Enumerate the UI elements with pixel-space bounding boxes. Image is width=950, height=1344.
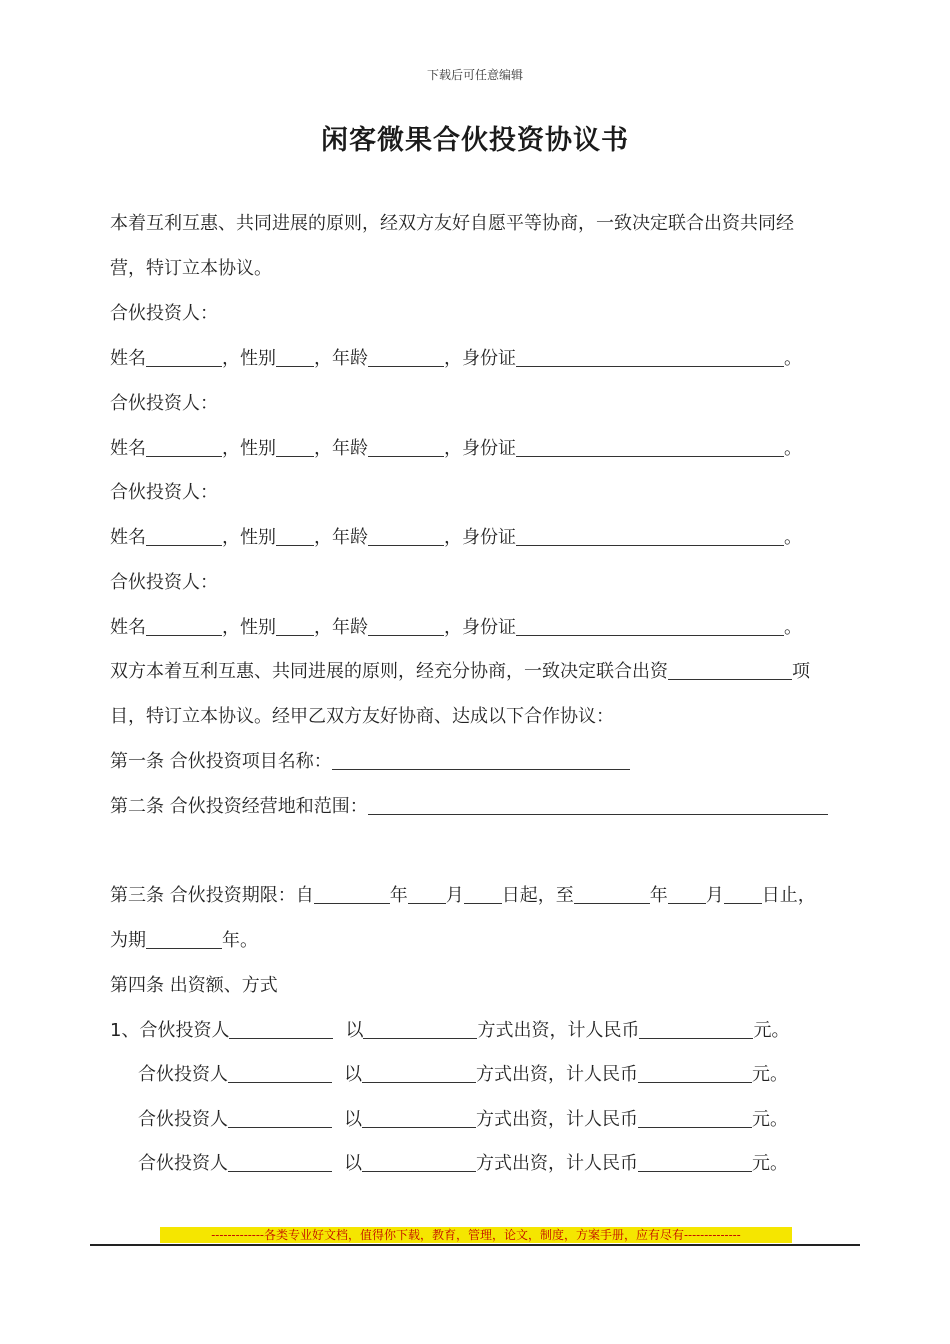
term-years-blank[interactable] (146, 930, 222, 949)
investor-name-blank[interactable] (228, 1153, 332, 1172)
investor-label: 合伙投资人： (110, 482, 218, 503)
method-blank[interactable] (363, 1020, 477, 1039)
method-blank[interactable] (362, 1153, 476, 1172)
gender-label: 性别 (240, 617, 276, 638)
age-blank[interactable] (368, 617, 444, 636)
id-blank[interactable] (516, 527, 784, 546)
contribution-row: 合伙投资人 以 方式出资，计人民币 元。 (138, 1064, 788, 1085)
name-label: 姓名 (110, 348, 146, 369)
investor-name-blank[interactable] (228, 1109, 332, 1128)
amount-blank[interactable] (638, 1064, 752, 1083)
gender-label: 性别 (240, 438, 276, 459)
business-scope-blank[interactable] (368, 796, 828, 815)
age-blank[interactable] (368, 348, 444, 367)
intro-line-1: 本着互利互惠、共同进展的原则，经双方友好自愿平等协商，一致决定联合出资共同经 (110, 213, 794, 234)
start-year-blank[interactable] (314, 885, 390, 904)
end-year-blank[interactable] (574, 885, 650, 904)
id-blank[interactable] (516, 617, 784, 636)
name-blank[interactable] (146, 348, 222, 367)
article-4: 第四条 出资额、方式 (110, 975, 278, 996)
start-month-blank[interactable] (408, 885, 446, 904)
id-blank[interactable] (516, 348, 784, 367)
amount-blank[interactable] (638, 1109, 752, 1128)
article-3-line-2: 为期 年。 (110, 930, 258, 951)
contribution-row: 合伙投资人 以 方式出资，计人民币 元。 (138, 1153, 788, 1174)
gender-blank[interactable] (276, 527, 314, 546)
age-label: 年龄 (332, 438, 368, 459)
contribution-row: 1、合伙投资人 以 方式出资，计人民币 元。 (110, 1020, 790, 1041)
name-label: 姓名 (110, 617, 146, 638)
age-blank[interactable] (368, 438, 444, 457)
investor-info-row: 姓名 ，性别 ，年龄 ，身份证 。 (110, 617, 802, 638)
gender-blank[interactable] (276, 438, 314, 457)
name-label: 姓名 (110, 438, 146, 459)
investor-name-blank[interactable] (229, 1020, 333, 1039)
name-blank[interactable] (146, 527, 222, 546)
contribution-row: 合伙投资人 以 方式出资，计人民币 元。 (138, 1109, 788, 1130)
age-label: 年龄 (332, 527, 368, 548)
project-blank[interactable] (668, 661, 792, 680)
amount-blank[interactable] (639, 1020, 753, 1039)
name-label: 姓名 (110, 527, 146, 548)
document-title: 闲客微果合伙投资协议书 (321, 125, 629, 156)
id-blank[interactable] (516, 438, 784, 457)
amount-blank[interactable] (638, 1153, 752, 1172)
age-label: 年龄 (332, 617, 368, 638)
project-name-blank[interactable] (332, 751, 630, 770)
gender-blank[interactable] (276, 617, 314, 636)
header-note: 下载后可任意编辑 (426, 68, 523, 82)
article-1: 第一条 合伙投资项目名称： (110, 750, 855, 774)
age-blank[interactable] (368, 527, 444, 546)
article-2: 第二条 合伙投资经营地和范围： (110, 795, 855, 819)
article-3-line-1: 第三条 合伙投资期限：自 年 月 日起，至 年 月 日止， (110, 885, 816, 906)
id-label: 身份证 (462, 438, 516, 459)
footer-divider (90, 1244, 860, 1246)
method-blank[interactable] (362, 1064, 476, 1083)
investor-info-row: 姓名 ，性别 ，年龄 ，身份证 。 (110, 527, 802, 548)
id-label: 身份证 (462, 617, 516, 638)
end-day-blank[interactable] (724, 885, 762, 904)
id-label: 身份证 (462, 348, 516, 369)
para2-line-1: 双方本着互利互惠、共同进展的原则，经充分协商，一致决定联合出资 项 (110, 661, 810, 682)
footer-banner: -------------各类专业好文档，值得你下载，教育，管理，论文，制度，方案手册，应有尽有-------------- (160, 1227, 792, 1243)
gender-label: 性别 (240, 527, 276, 548)
gender-label: 性别 (240, 348, 276, 369)
start-day-blank[interactable] (464, 885, 502, 904)
intro-line-2: 营，特订立本协议。 (110, 258, 272, 279)
id-label: 身份证 (462, 527, 516, 548)
name-blank[interactable] (146, 617, 222, 636)
method-blank[interactable] (362, 1109, 476, 1128)
investor-label: 合伙投资人： (110, 393, 218, 414)
investor-info-row: 姓名 ，性别 ，年龄 ，身份证 。 (110, 348, 802, 369)
age-label: 年龄 (332, 348, 368, 369)
investor-name-blank[interactable] (228, 1064, 332, 1083)
end-month-blank[interactable] (668, 885, 706, 904)
para2-line-2: 目，特订立本协议。经甲乙双方友好协商、达成以下合作协议： (110, 706, 614, 727)
investor-label: 合伙投资人： (110, 303, 218, 324)
gender-blank[interactable] (276, 348, 314, 367)
name-blank[interactable] (146, 438, 222, 457)
investor-info-row: 姓名 ，性别 ，年龄 ，身份证 。 (110, 438, 802, 459)
investor-label: 合伙投资人： (110, 572, 218, 593)
